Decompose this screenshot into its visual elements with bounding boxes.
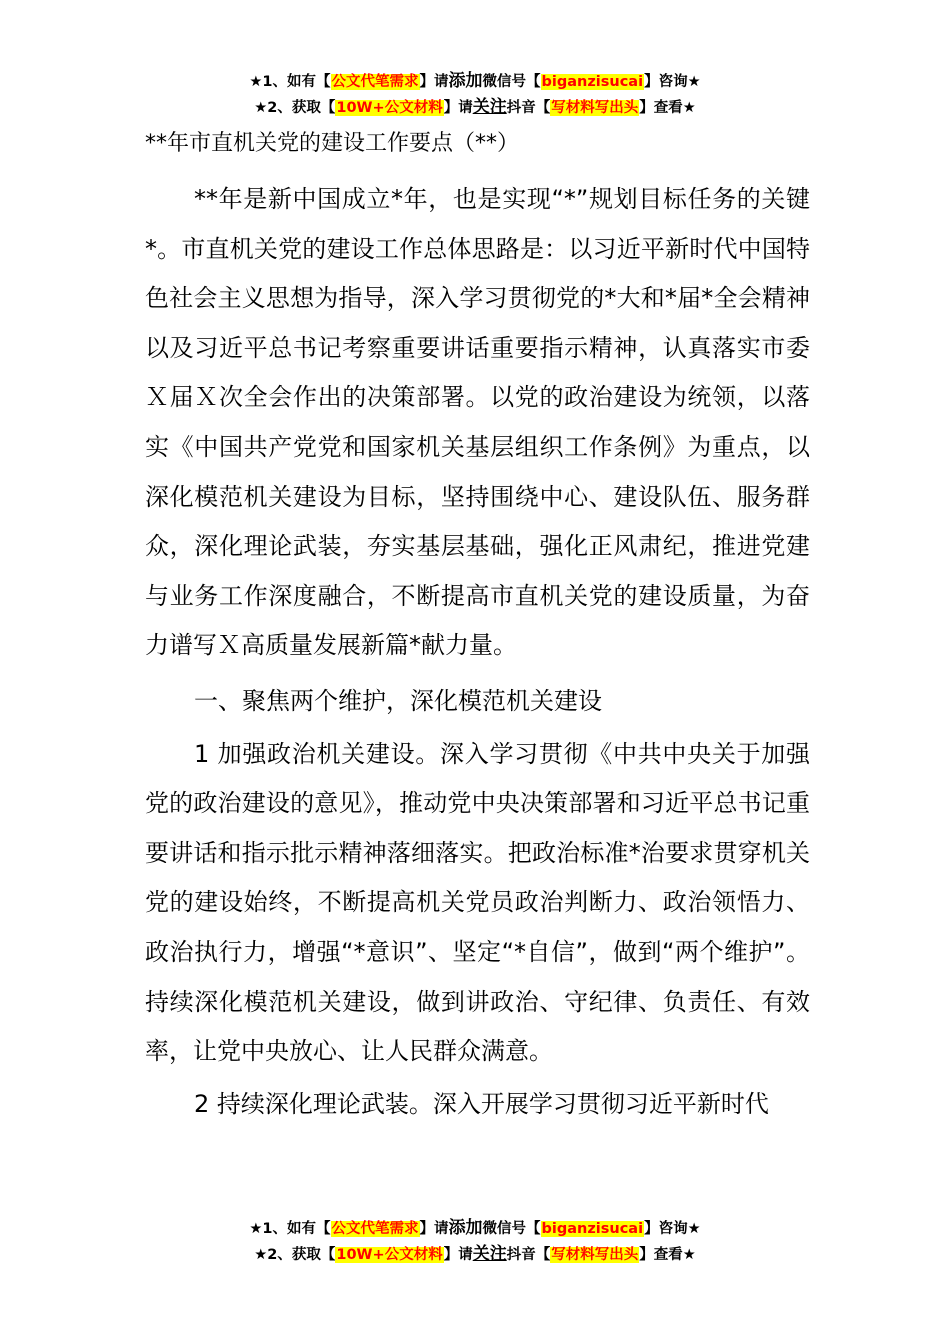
promo-text: 】请 [419,74,449,90]
promo-highlight: 写材料写出头 [551,100,639,116]
star-icon: ★ [254,100,268,116]
item-paragraph-1: 1 加强政治机关建设。深入学习贯彻《中共中央关于加强党的政治建设的意见》，推动党中央决策部署和习近平总书记重要讲话和指示批示精神落细落实。把政治标准*治要求贯穿机关党的建设始终，不断提高机关党员政治判断力、政治领悟力、政治执行力，增强“*意识”、坚定“*自信”，做到“两个维护”。持续深化模范机关建设，做到讲政治、守纪律、负责任、有效率，让党中央放心、让人民群众满意。 [145,739,810,1066]
promo-highlight: 公文代笔需求 [331,1221,419,1237]
promo-text: 】咨询 [644,1221,688,1237]
document-body [145,124,810,1129]
star-icon: ★ [687,1221,701,1237]
promo-text: 抖音【 [506,100,551,116]
promo-line-1 [0,68,950,94]
promo-highlight: 公文代笔需求 [331,74,419,90]
promo-emphasis: 关注 [472,97,507,117]
promo-text: 】请 [443,100,473,116]
promo-text: 微信号【 [482,1221,541,1237]
section-heading: 一、聚焦两个维护，深化模范机关建设 [194,686,602,715]
promo-text: 1、如有【 [262,1221,331,1237]
promo-text: 抖音【 [506,1247,551,1263]
promo-text: 2、获取【 [267,1247,336,1263]
star-icon: ★ [249,1221,263,1237]
promo-highlight: biganzisucai [541,74,644,90]
promo-highlight: 10W+公文材料 [336,1247,443,1263]
star-icon: ★ [687,74,701,90]
promo-highlight: 写材料写出头 [551,1247,639,1263]
promo-text: 2、获取【 [267,100,336,116]
star-icon: ★ [249,74,263,90]
promo-text: 微信号【 [482,74,541,90]
promo-text: 】咨询 [644,74,688,90]
promo-line-1 [0,1215,950,1241]
star-icon: ★ [682,100,696,116]
promo-emphasis: 添加 [448,1218,483,1238]
footer-promo-banner [0,1215,950,1267]
promo-text: 】查看 [639,100,683,116]
promo-text: 】查看 [639,1247,683,1263]
promo-text: 】请 [443,1247,473,1263]
promo-line-2 [0,94,950,120]
item-paragraph-2: 2 持续深化理论武装。深入开展学习贯彻习近平新时代 [194,1089,769,1118]
header-promo-banner [0,68,950,120]
star-icon: ★ [254,1247,268,1263]
star-icon: ★ [682,1247,696,1263]
document-title: **年市直机关党的建设工作要点（**） [145,131,520,156]
promo-highlight: biganzisucai [541,1221,644,1237]
promo-line-2 [0,1241,950,1267]
promo-text: 】请 [419,1221,449,1237]
promo-text: 1、如有【 [262,74,331,90]
intro-paragraph: **年是新中国成立*年，也是实现“*”规划目标任务的关键*。市直机关党的建设工作总体思路是：以习近平新时代中国特色社会主义思想为指导，深入学习贯彻党的*大和*届*全会精神以及习近平总书记考察重要讲话重要指示精神，认真落实市委Ｘ届Ｘ次全会作出的决策部署。以党的政治建设为统领，以落实《中国共产党党和国家机关基层组织工作条例》为重点，以深化模范机关建设为目标，坚持围绕中心、建设队伍、服务群众，深化理论武装，夯实基层基础，强化正风肃纪，推进党建与业务工作深度融合，不断提高市直机关党的建设质量，为奋力谱写Ｘ高质量发展新篇*献力量。 [145,185,810,660]
promo-emphasis: 关注 [472,1244,507,1264]
promo-highlight: 10W+公文材料 [336,100,443,116]
promo-emphasis: 添加 [448,71,483,91]
